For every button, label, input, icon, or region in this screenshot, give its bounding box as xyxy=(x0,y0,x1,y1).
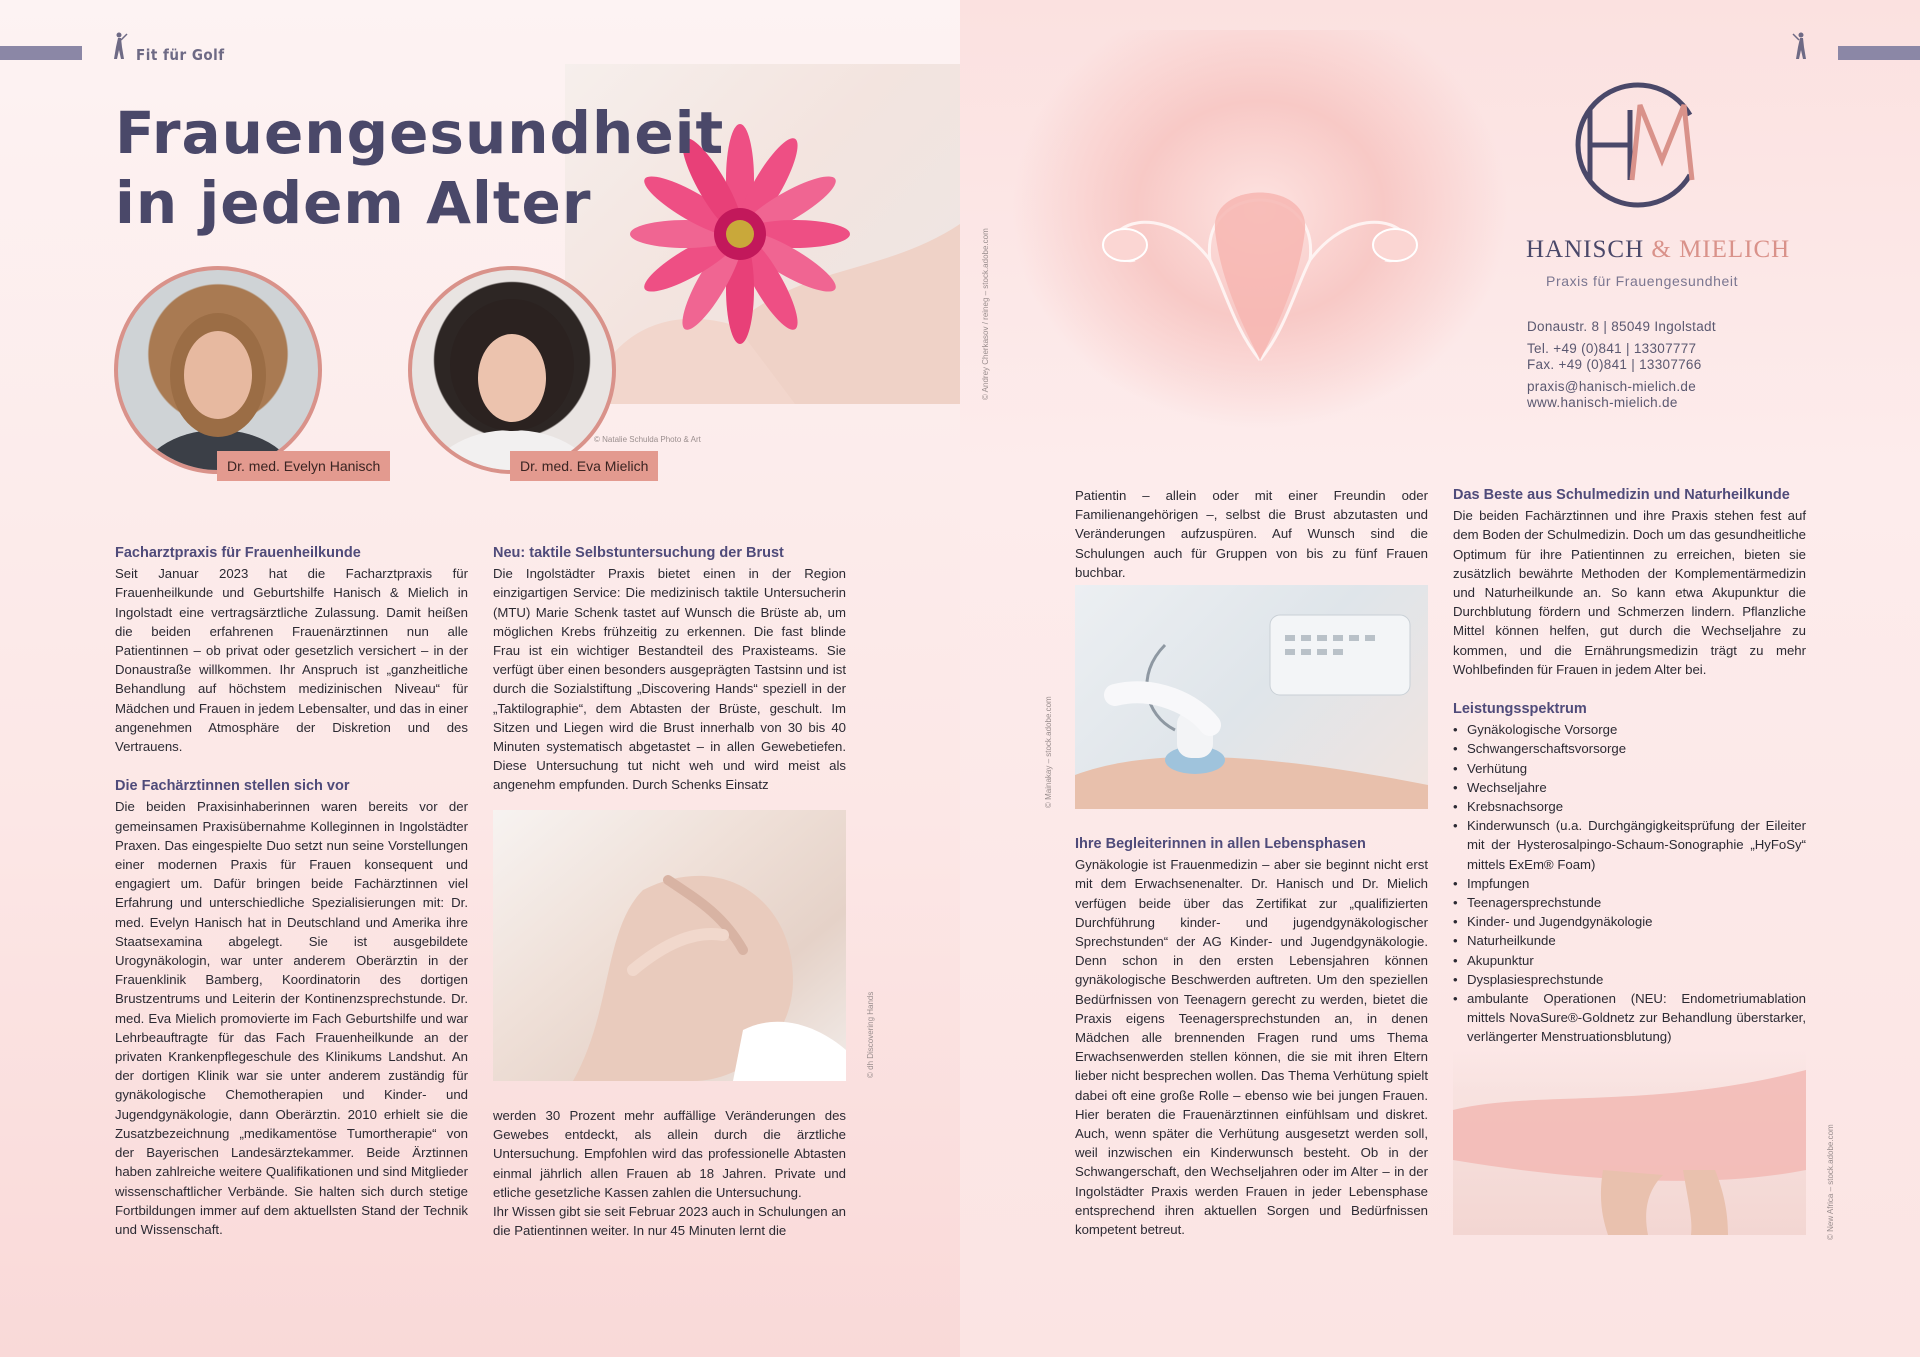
list-item: • Naturheilkunde xyxy=(1453,931,1806,950)
heading-schulmedizin: Das Beste aus Schulmedizin und Naturheilkunde xyxy=(1453,487,1790,503)
heading-begleiterinnen: Ihre Begleiterinnen in allen Lebensphasen xyxy=(1075,836,1366,852)
paragraph-taktile-ergebnis: werden 30 Prozent mehr auffällige Veränderungen des Gewebes entdeckt, als allein durch die ärztliche Untersuchung. Empfohlen wird das professionelle Abtasten einmal jährlich allen Frauen ab 18 Jahren. Private und etliche gesetzliche Kassen zahlen die Untersuchung. xyxy=(493,1108,846,1200)
credit-portraits: © Natalie Schulda Photo & Art xyxy=(594,435,701,444)
logo-name-mielich: MIELICH xyxy=(1679,236,1791,263)
list-item: • Schwangerschaftsvorsorge xyxy=(1453,739,1806,758)
credit-fabric: © New Africa – stock.adobe.com xyxy=(1826,1124,1835,1240)
list-item: • Kinderwunsch (u.a. Durchgängigkeitsprüfung der Eileiter mit der Hysterosalpingo-Schaum-Sonographie „HyFoSy“ mittels ExEm® Foam) xyxy=(1453,816,1806,874)
ultrasound-photo xyxy=(1075,585,1428,809)
heading-fachaerztinnen: Die Fachärztinnen stellen sich vor xyxy=(115,778,350,795)
list-item: • Dysplasiesprechstunde xyxy=(1453,970,1806,989)
paragraph-taktile-untersuchung: Die Ingolstädter Praxis bietet einen in der Region einzigartigen Service: Die medizinisch taktile Untersucherin (MTU) Marie Schenk tastet auf Wunsch die Brüste ab, um möglichen Krebs frühzeitig zu erkennen. Die fast blinde Frau ist ein wichtiger Bestandteil des Praxisteams. Sie verfügt über einen besonders ausgeprägten Tastsinn und ist durch die Sozialstiftung „Discovering Hands“ speziell in der „Taktilographie“, dem Abtasten der Brüste, geschult. Im Sitzen und Liegen wird die Brust innerhalb von 30 bis 40 Minuten systematisch abgetastet – in allen Gewebetiefen. Diese Untersuchung tut nicht weh und wird meist als angenehm empfunden. Durch Schenks Einsatz xyxy=(493,566,846,793)
paragraph-begleiterinnen: Gynäkologie ist Frauenmedizin – aber sie beginnt nicht erst mit dem Erwachsenenalter. Dr. Hanisch und Dr. Mielich verfügen beide über das Zertifikat zur „qualifizierten Durchführung kinder- und jugendgynäkologischer Sprechstunden“ der AG Kinder- und Jugendgynäkologie. Denn schon in den ersten Lebensjahren können gynäkologische Beschwerden auftreten. Um den speziellen Bedürfnissen von Teenagern gerecht zu werden, bietet die Praxis eigens Teenagersprechstunden an, in denen Mädchen alle brennenden Fragen rund ums Thema Erwachsenwerden stellen können, die sie mit ihren Eltern lieber nicht besprechen wollen. Das Thema Verhütung spielt dabei oft eine große Rolle – ebenso wie bei jungen Frauen. Hier beraten die Frauenärztinnen einfühlsam und diskret. Auch, wenn später die Verhütung ausgesetzt werden soll, weil inzwischen ein Kinderwunsch besteht. Ob in der Schwangerschaft, den Wechseljahren oder im Alter – in der Ingolstädter Praxis werden Frauen in jeder Lebensphase entsprechend ihren aktuellen Sorgen und Bedürfnissen kompetent betreut. xyxy=(1075,857,1428,1238)
header-bar-right xyxy=(1838,46,1920,60)
column-2-continued xyxy=(493,1106,846,1240)
paragraph-fachaerztinnen: Die beiden Praxisinhaberinnen waren bereits vor der gemeinsamen Praxisübernahme Kolleginnen in Ingolstädter Praxen. Das eingespielte Duo setzt nun seine Vorstellungen einer modernen Praxis für Frauen konsequent und engagiert um. Dafür bringen beide Fachärztinnen viel Erfahrung und unterschiedliche Spezialisierungen mit: Dr. med. Evelyn Hanisch hat in Deutschland und Amerika ihre Staatsexamina abgelegt. Sie ist ausgebildete Urogynäkologin, war unter anderem Oberärztin in der Frauenklinik Bamberg, Koordinatorin des dortigen Brustzentrums und Leiterin der Kontinenzsprechstunde. Dr. med. Eva Mielich promovierte im Fach Geburtshilfe und war Lehrbeauftragte für das Fach Frauenheilkunde an der privaten Krankenpflegeschule des Klinikums Landshut. An der dortigen Klinik war sie unter anderem zuständig für gynäkologische Chemotherapien und Kinder- und Jugendgynäkologie, dann Oberärztin. 2010 erhielt sie die Zusatzbezeichnung „medikamentöse Tumortherapie“ von der Bayerischen Landesärztekammer. Beide Ärztinnen haben zahlreiche weitere Qualifikationen und sind Mitglieder wissenschaftlicher Verbände. Sie halten sich durch stetige Fortbildungen immer auf dem aktuellsten Stand der Technik und Wissenschaft. xyxy=(115,799,468,1237)
uterus-illustration xyxy=(1010,30,1510,430)
paragraph-facharztpraxis: Seit Januar 2023 hat die Facharztpraxis für Frauenheilkunde und Geburtshilfe Hanisch & Mielich in Ingolstadt eine vertragsärztliche Zulassung. Damit heißen die beiden erfahrenen Frauenärztinnen nun alle Patientinnen – ob privat oder gesetzlich versichert – in der Donaustraße willkommen. Ihr Anspruch ist „ganzheitliche Behandlung auf höchstem medizinischen Niveau“ für Mädchen und Frauen in jedem Lebensalter, und das in einer angenehmen Atmosphäre der Diskretion und des Vertrauens. xyxy=(115,566,468,755)
contact-block xyxy=(1527,319,1716,411)
paragraph-schulungen: Ihr Wissen gibt sie seit Februar 2023 auch in Schulungen an die Patientinnen weiter. In nur 45 Minuten lernt die xyxy=(493,1204,846,1239)
list-item: • ambulante Operationen (NEU: Endometriumablation mittels NovaSure®-Goldnetz zur Behandlung überstarker, verlängerter Menstruationsblutung) xyxy=(1453,989,1806,1047)
column-4 xyxy=(1453,486,1806,1047)
header-bar-left xyxy=(0,46,82,60)
paragraph-schulungen-continued: Patientin – allein oder mit einer Freundin oder Familienangehörigen –, selbst die Brust abzutasten und Veränderungen aufzuspüren. Auf Wunsch sind die Schulungen auch für Gruppen von bis zu fünf Frauen buchbar. xyxy=(1075,488,1428,580)
logo-name xyxy=(1526,236,1790,264)
golfer-icon xyxy=(110,32,128,60)
logo-subtitle: Praxis für Frauengesundheit xyxy=(1546,273,1739,289)
paragraph-schulmedizin: Die beiden Fachärztinnen und ihre Praxis stehen fest auf dem Boden der Schulmedizin. Doch um das gesundheitliche Optimum für ihre Patientinnen zu erreichen, bieten sie zusätzlich bewährte Methoden der Komplementärmedizin und Naturheilkunde an. So kann etwa Akupunktur die Durchblutung fördern und Schmerzen lindern. Pflanzliche Mittel können helfen, gut durch die Wechseljahre zu kommen, und die Ernährungsmedizin trägt zu mehr Wohlbefinden für Frauen in jedem Alter bei. xyxy=(1453,508,1806,677)
name-tag-evelyn-hanisch: Dr. med. Evelyn Hanisch xyxy=(217,451,390,481)
hm-logo-icon xyxy=(1570,75,1710,215)
contact-fax: Fax. +49 (0)841 | 13307766 xyxy=(1527,357,1702,372)
name-tag-eva-mielich: Dr. med. Eva Mielich xyxy=(510,451,658,481)
golfer-icon-right xyxy=(1792,32,1810,60)
credit-uterus: © Andrey Cherkasov / reineg – stock.adobe.com xyxy=(981,228,990,400)
logo-name-hanisch: HANISCH xyxy=(1526,236,1645,263)
contact-address: Donaustr. 8 | 85049 Ingolstadt xyxy=(1527,319,1716,334)
column-3-continued xyxy=(1075,835,1428,1239)
heading-leistungsspektrum: Leistungsspektrum xyxy=(1453,701,1587,718)
heading-taktile-untersuchung: Neu: taktile Selbstuntersuchung der Brust xyxy=(493,545,784,561)
list-item: • Krebsnachsorge xyxy=(1453,797,1806,816)
list-item: • Gynäkologische Vorsorge xyxy=(1453,720,1806,739)
contact-web[interactable]: www.hanisch-mielich.de xyxy=(1527,395,1678,410)
column-1 xyxy=(115,544,468,1239)
title-line-1: Frauengesundheit xyxy=(115,99,725,167)
page-title xyxy=(115,98,724,238)
breast-exam-photo xyxy=(493,810,846,1081)
services-list xyxy=(1453,720,1806,1046)
credit-touch: © dh Discovering Hands xyxy=(866,991,875,1078)
fabric-photo xyxy=(1453,1050,1806,1235)
contact-email[interactable]: praxis@hanisch-mielich.de xyxy=(1527,379,1697,394)
credit-ultrasound: © Mainakay – stock.adobe.com xyxy=(1044,696,1053,808)
list-item: • Akupunktur xyxy=(1453,951,1806,970)
list-item: • Teenagersprechstunde xyxy=(1453,893,1806,912)
list-item: • Verhütung xyxy=(1453,759,1806,778)
section-label: Fit für Golf xyxy=(136,46,225,64)
heading-facharztpraxis: Facharztpraxis für Frauenheilkunde xyxy=(115,545,361,561)
logo-ampersand: & xyxy=(1651,236,1672,263)
portrait-evelyn-hanisch xyxy=(114,266,322,474)
portrait-eva-mielich xyxy=(408,266,616,474)
title-line-2: in jedem Alter xyxy=(115,169,592,237)
column-3 xyxy=(1075,486,1428,582)
column-2 xyxy=(493,544,846,795)
list-item: • Kinder- und Jugendgynäkologie xyxy=(1453,912,1806,931)
contact-tel: Tel. +49 (0)841 | 13307777 xyxy=(1527,341,1697,356)
list-item: • Impfungen xyxy=(1453,874,1806,893)
list-item: • Wechseljahre xyxy=(1453,778,1806,797)
